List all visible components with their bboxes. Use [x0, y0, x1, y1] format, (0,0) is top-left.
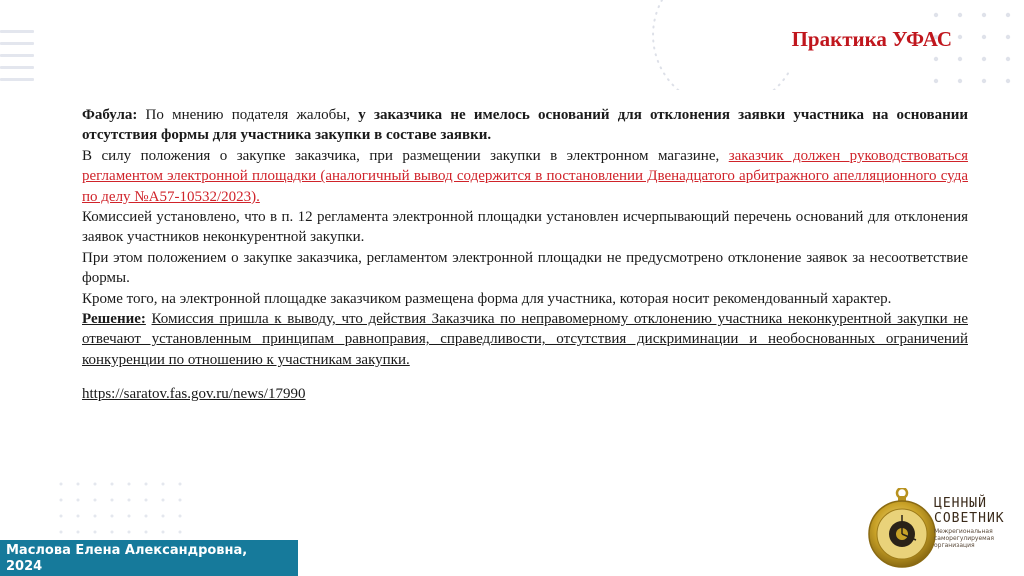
fabula-bold-text: у заказчика не имелось оснований для отклонения заявки участника на основании отсутствия формы для участника закупки в составе заявки.	[82, 107, 969, 144]
logo-line-1: ЦЕННЫЙ	[934, 496, 987, 511]
fabula-text: По мнению подателя жалобы,	[137, 107, 359, 123]
logo-subtitle: Межрегиональная саморегулируемая организация	[934, 528, 994, 549]
author-name: Маслова Елена Александровна,	[6, 543, 248, 558]
author-badge	[0, 540, 298, 576]
regulation-highlight: заказчик должен руководствоваться регламентом электронной площадки (аналогичный вывод содержится в постановлении Двенадцатого арбитражного апелляционного суда по делу №А57-10532/2023).	[82, 147, 968, 205]
decision-label: Решение:	[82, 311, 146, 328]
author-year: 2024	[6, 559, 43, 574]
decision-text: Комиссия пришла к выводу, что действия Заказчика по неправомерному отклонению участника неконкурентной закупки не отвечают установленным принципам равноправия, справедливости, отсутствия дискриминации и необоснованных ограничений конкуренции по отношению к участникам закупки.	[82, 311, 968, 368]
fabula-label: Фабула:	[82, 107, 138, 123]
decorative-dotted-arc	[640, 0, 800, 90]
decorative-lines	[0, 30, 34, 90]
slide-title: Практика УФАС	[791, 27, 952, 51]
decorative-dot-grid-bottom	[58, 480, 198, 536]
logo-line-2: СОВЕТНИК	[934, 511, 1005, 526]
fabula-paragraph	[82, 105, 968, 146]
regulation-text: В силу положения о закупке заказчика, при размещении закупки в электронном магазине,	[82, 147, 729, 164]
commission-paragraph: Комиссией установлено, что в п. 12 регламента электронной площадки установлен исчерпывающий перечень оснований для отклонения заявок участников неконкурентной закупки.	[82, 209, 968, 246]
provision-paragraph: При этом положением о закупке заказчика, регламентом электронной площадки не предусмотрено отклонение заявок за несоответствие формы.	[82, 249, 968, 287]
logo-wordmark	[934, 496, 1005, 526]
regulation-paragraph	[82, 146, 968, 207]
decision-paragraph	[82, 309, 968, 370]
form-paragraph: Кроме того, на электронной площадке заказчиком размещена форма для участника, которая носит рекомендованный характер.	[82, 290, 892, 307]
source-link[interactable]: https://saratov.fas.gov.ru/news/17990	[82, 386, 306, 403]
slide-body	[82, 105, 968, 405]
